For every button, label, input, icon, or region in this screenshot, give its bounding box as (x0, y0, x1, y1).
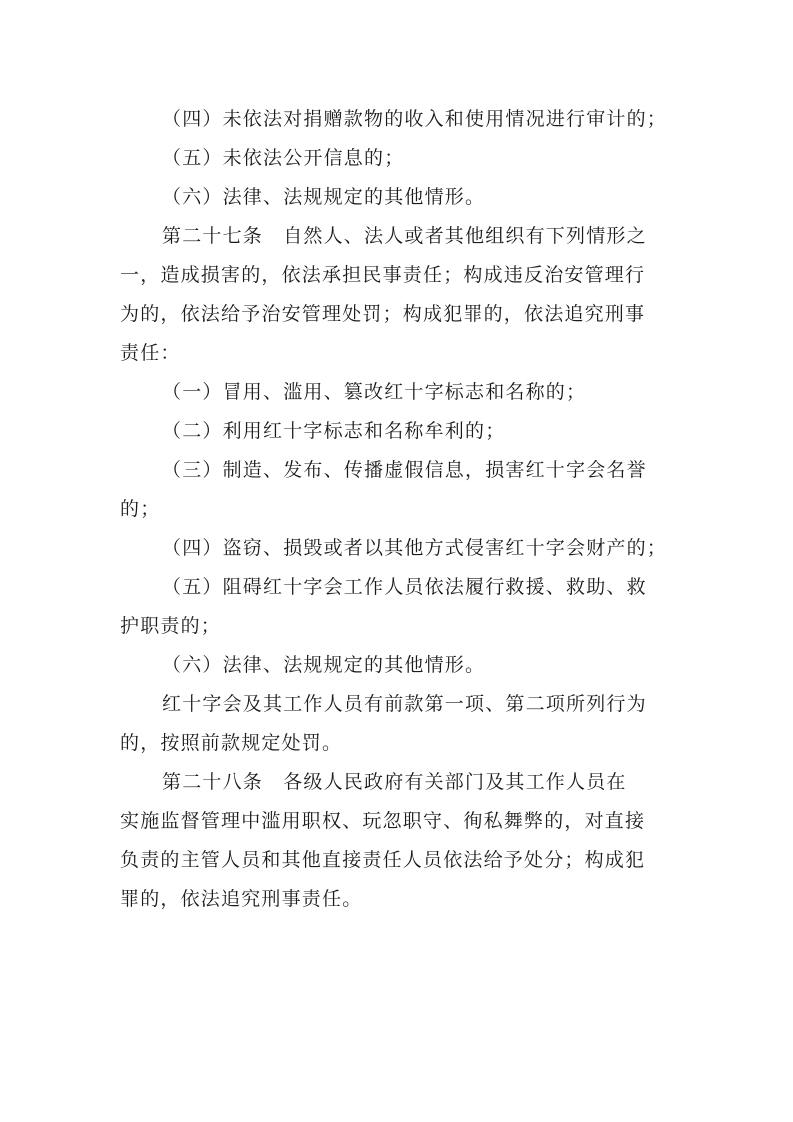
article-27-line-3: 为的，依法给予治安管理处罚；构成犯罪的，依法追究刑事 (120, 303, 646, 325)
article-27-paragraph-2-line-1: 红十字会及其工作人员有前款第一项、第二项所列行为 (162, 693, 647, 715)
article-27-item-3-line-1: （三）制造、发布、传播虚假信息，损害红十字会名誉 (162, 459, 647, 481)
document-body (120, 100, 690, 919)
article-27-item-5-line-2: 护职责的； (120, 615, 222, 637)
clause-4-audit: （四）未依法对捐赠款物的收入和使用情况进行审计的； (162, 108, 668, 130)
article-27-line-2: 一，造成损害的，依法承担民事责任；构成违反治安管理行 (120, 264, 646, 286)
article-27-item-1: （一）冒用、滥用、篡改红十字标志和名称的； (162, 381, 587, 403)
article-28-line-1: 第二十八条 各级人民政府有关部门及其工作人员在 (162, 771, 627, 793)
article-28-line-2: 实施监督管理中滥用职权、玩忽职守、徇私舞弊的，对直接 (120, 810, 646, 832)
article-27-item-2: （二）利用红十字标志和名称牟利的； (162, 420, 506, 442)
article-27-item-5-line-1: （五）阻碍红十字会工作人员依法履行救援、救助、救 (162, 576, 647, 598)
article-27-line-1: 第二十七条 自然人、法人或者其他组织有下列情形之 (162, 225, 647, 247)
article-27-item-6: （六）法律、法规规定的其他情形。 (162, 654, 486, 676)
article-27-paragraph-2-line-2: 的，按照前款规定处罚。 (120, 732, 343, 754)
clause-6-other: （六）法律、法规规定的其他情形。 (162, 186, 486, 208)
article-27-item-4: （四）盗窃、损毁或者以其他方式侵害红十字会财产的； (162, 537, 668, 559)
clause-5-disclosure: （五）未依法公开信息的； (162, 147, 405, 169)
article-28-line-4: 罪的，依法追究刑事责任。 (120, 888, 363, 910)
article-27-line-4: 责任： (120, 342, 181, 364)
article-28-line-3: 负责的主管人员和其他直接责任人员依法给予处分；构成犯 (120, 849, 646, 871)
article-27-item-3-line-2: 的； (120, 498, 161, 520)
